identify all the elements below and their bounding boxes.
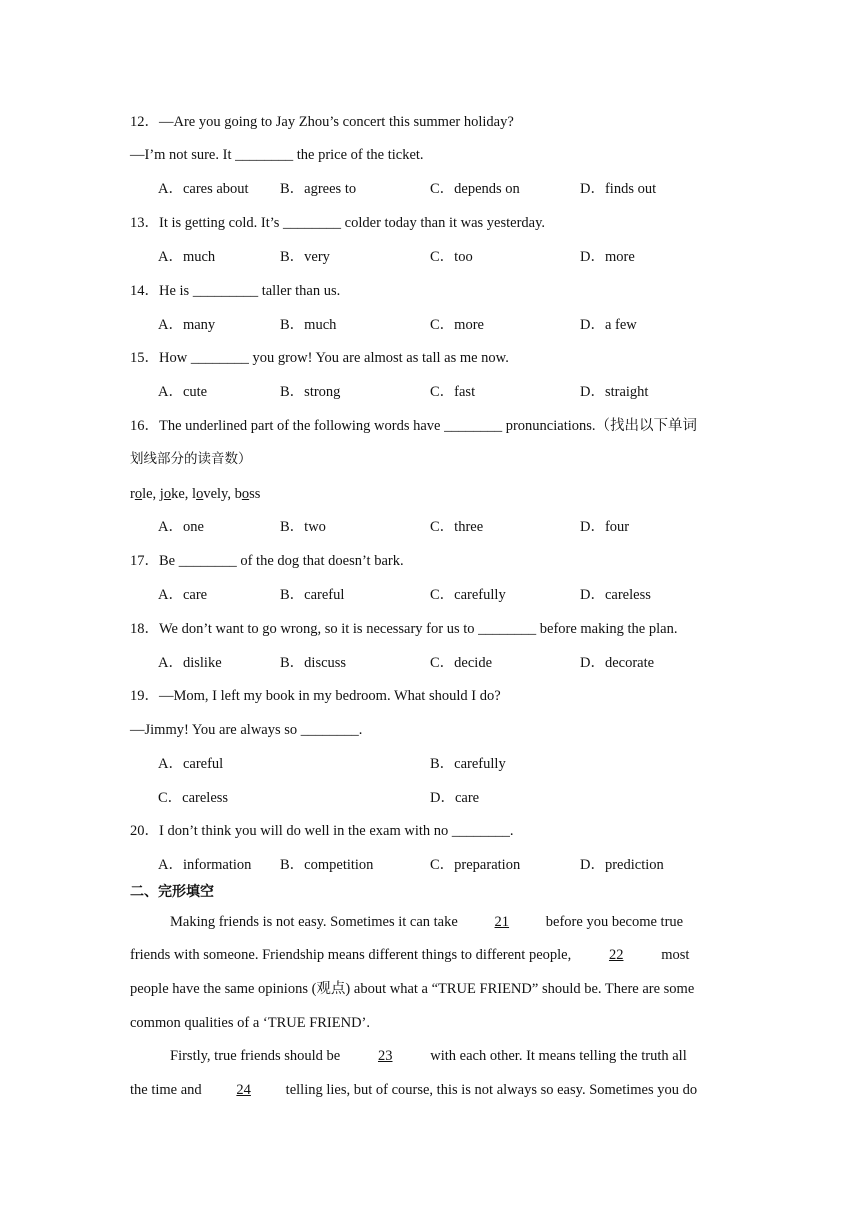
section-title-cloze: 二、完形填空 bbox=[130, 884, 214, 900]
option-c[interactable]: C．too bbox=[430, 249, 473, 265]
blank-21[interactable]: 21 bbox=[494, 914, 510, 930]
option-c[interactable]: C．carefully bbox=[430, 587, 506, 603]
blank-24[interactable]: 24 bbox=[236, 1082, 251, 1098]
question-20-stem: 20．I don’t think you will do well in the exam with no ________. bbox=[130, 823, 514, 839]
option-a[interactable]: A．many bbox=[158, 317, 216, 333]
option-d[interactable]: D．careless bbox=[580, 587, 651, 603]
option-a[interactable]: A．information bbox=[158, 857, 252, 873]
option-d[interactable]: D．four bbox=[580, 519, 630, 535]
option-d[interactable]: D．care bbox=[430, 790, 480, 806]
question-13-options bbox=[158, 247, 798, 267]
question-20-options bbox=[158, 855, 798, 875]
question-13-stem: 13．It is getting cold. It’s ________ colder today than it was yesterday. bbox=[130, 215, 546, 231]
option-b[interactable]: B．careful bbox=[280, 587, 345, 603]
question-18-stem: 18．We don’t want to go wrong, so it is necessary for us to ________ before making the plan. bbox=[130, 621, 678, 637]
cloze-para1-line3: people have the same opinions (观点) about what a “TRUE FRIEND” should be. There are some bbox=[130, 981, 695, 997]
option-a[interactable]: A．careful bbox=[158, 756, 224, 772]
question-14-stem: 14．He is _________ taller than us. bbox=[130, 283, 341, 299]
question-12-response: —I’m not sure. It ________ the price of the ticket. bbox=[130, 147, 424, 163]
cloze-para2-line2: the time and 24 telling lies, but of course, this is not always so easy. Sometimes you do bbox=[130, 1082, 698, 1098]
cloze-para1-line4: common qualities of a ‘TRUE FRIEND’. bbox=[130, 1015, 371, 1031]
option-b[interactable]: B．much bbox=[280, 317, 337, 333]
question-16-words: role, joke, lovely, boss bbox=[130, 486, 261, 502]
option-d[interactable]: D．straight bbox=[580, 384, 649, 400]
option-d[interactable]: D．a few bbox=[580, 317, 637, 333]
question-12-options bbox=[158, 179, 798, 199]
option-c[interactable]: C．depends on bbox=[430, 181, 520, 197]
cloze-para2-line1: Firstly, true friends should be 23 with each other. It means telling the truth all bbox=[170, 1048, 687, 1064]
option-b[interactable]: B．two bbox=[280, 519, 326, 535]
question-17-options bbox=[158, 585, 798, 605]
question-14-options bbox=[158, 315, 798, 335]
question-16-stem: 16．The underlined part of the following words have ________ pronunciations.（找出以下单词 bbox=[130, 418, 698, 434]
option-a[interactable]: A．much bbox=[158, 249, 216, 265]
question-16-options bbox=[158, 517, 798, 537]
question-19-options-row2 bbox=[158, 788, 798, 808]
option-b[interactable]: B．competition bbox=[280, 857, 374, 873]
blank-23[interactable]: 23 bbox=[377, 1048, 393, 1064]
option-d[interactable]: D．decorate bbox=[580, 655, 655, 671]
question-16-stem-cont: 划线部分的读音数） bbox=[130, 451, 252, 467]
blank-22[interactable]: 22 bbox=[608, 947, 624, 963]
question-19-response: —Jimmy! You are always so ________. bbox=[130, 722, 363, 738]
option-b[interactable]: B．strong bbox=[280, 384, 341, 400]
question-15-options bbox=[158, 382, 798, 402]
question-12-stem: 12．—Are you going to Jay Zhou’s concert this summer holiday? bbox=[130, 114, 514, 130]
question-18-options bbox=[158, 653, 798, 673]
option-a[interactable]: A．cares about bbox=[158, 181, 249, 197]
option-d[interactable]: D．prediction bbox=[580, 857, 664, 873]
option-c[interactable]: C．three bbox=[430, 519, 484, 535]
question-19-options-row1 bbox=[158, 754, 798, 774]
option-c[interactable]: C．decide bbox=[430, 655, 493, 671]
option-b[interactable]: B．very bbox=[280, 249, 330, 265]
option-d[interactable]: D．more bbox=[580, 249, 635, 265]
option-a[interactable]: A．dislike bbox=[158, 655, 222, 671]
question-15-stem: 15．How ________ you grow! You are almost as tall as me now. bbox=[130, 350, 509, 366]
option-a[interactable]: A．care bbox=[158, 587, 208, 603]
cloze-para1-line1: Making friends is not easy. Sometimes it can take 21 before you become true bbox=[170, 914, 684, 930]
option-b[interactable]: B．agrees to bbox=[280, 181, 357, 197]
question-19-stem: 19．—Mom, I left my book in my bedroom. What should I do? bbox=[130, 688, 501, 704]
question-17-stem: 17．Be ________ of the dog that doesn’t bark. bbox=[130, 553, 404, 569]
cloze-para1-line2: friends with someone. Friendship means different things to different people, 22 most bbox=[130, 947, 690, 963]
option-c[interactable]: C．fast bbox=[430, 384, 476, 400]
option-c[interactable]: C．preparation bbox=[430, 857, 521, 873]
option-a[interactable]: A．cute bbox=[158, 384, 208, 400]
option-c[interactable]: C．careless bbox=[158, 790, 229, 806]
option-b[interactable]: B．discuss bbox=[280, 655, 347, 671]
option-a[interactable]: A．one bbox=[158, 519, 204, 535]
option-b[interactable]: B．carefully bbox=[430, 756, 506, 772]
option-d[interactable]: D．finds out bbox=[580, 181, 657, 197]
option-c[interactable]: C．more bbox=[430, 317, 484, 333]
